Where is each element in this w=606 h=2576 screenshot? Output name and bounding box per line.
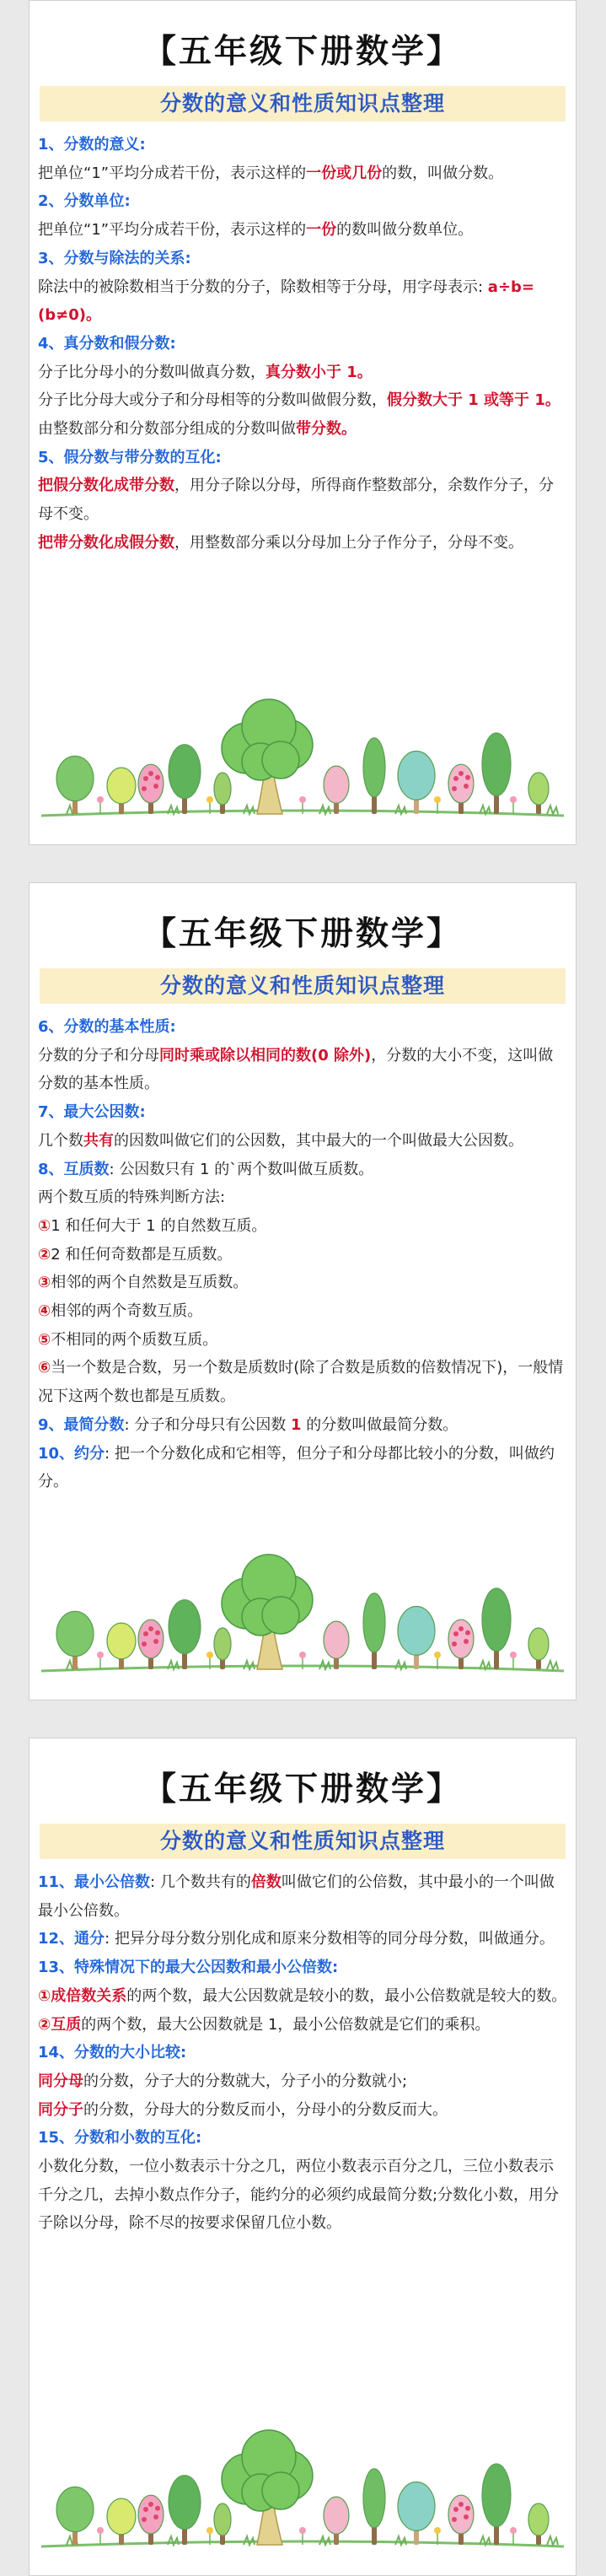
grass-icon: [395, 806, 406, 814]
content-line: [38, 1042, 567, 1098]
content-line: [38, 358, 567, 387]
content-line: [38, 1326, 567, 1355]
tree-canopy: [528, 2503, 549, 2536]
highlight-text: ①: [38, 1986, 51, 2005]
highlight-text: ③: [38, 1274, 51, 1292]
body-text: 分子比分母小的分数叫做真分数，: [38, 363, 265, 381]
tree-canopy: [56, 2487, 94, 2531]
content-line: [38, 2011, 567, 2040]
content-line: [38, 131, 567, 159]
body-text: : 把异分母分数分别化成和原来分数相等的同分母分数，叫做通分。: [105, 1930, 555, 1948]
grass-icon: [395, 1661, 406, 1669]
flower-icon: [142, 1641, 147, 1646]
tree-canopy: [214, 1628, 231, 1660]
section-heading: 1、分数的意义:: [38, 136, 146, 154]
content-line: [38, 216, 567, 245]
content-line: [38, 1354, 567, 1410]
tree-canopy: [324, 2497, 349, 2534]
grass-icon: [244, 1661, 255, 1669]
body-text: 1 和任何大于 1 的自然数互质。: [51, 1216, 267, 1235]
body-text: 的数，叫做分数。: [382, 164, 504, 182]
body-text: : 分子和分母只有公因数: [124, 1415, 292, 1434]
section-heading: 5、假分数与带分数的互化:: [38, 448, 222, 466]
flower-icon: [299, 1652, 306, 1658]
highlight-text: 同时乘或除以相同的数(0 除外): [159, 1046, 372, 1064]
tree-canopy: [169, 2476, 201, 2530]
body-text: 的两个数，最大公因数就是较小的数，最小公倍数就是较大的数。: [126, 1986, 567, 2005]
card-content: [38, 1868, 567, 2238]
flower-icon: [143, 2507, 148, 2512]
tree-canopy: [448, 764, 474, 803]
flower-icon: [206, 1652, 213, 1658]
tree-canopy: [398, 2482, 435, 2531]
tree-canopy: [363, 1593, 385, 1652]
tree-canopy: [363, 2469, 385, 2528]
content-line: [38, 1982, 567, 2011]
content-line: [38, 2153, 567, 2238]
section-heading: 14、分数的大小比较:: [38, 2044, 187, 2062]
flower-icon: [153, 2514, 158, 2519]
highlight-text: ①: [38, 1216, 51, 1235]
body-text: 的分数，分子大的分数就大，分子小的分数就小;: [83, 2072, 408, 2090]
section-heading: 13、特殊情况下的最大公因数和最小公倍数:: [38, 1959, 339, 1977]
flower-icon: [97, 2527, 104, 2534]
grass-icon: [395, 2536, 406, 2545]
content-line: [38, 2124, 567, 2153]
section-heading: 12、通分: [38, 1930, 105, 1948]
content-line: [38, 330, 567, 358]
highlight-text: ④: [38, 1302, 51, 1321]
highlight-text: ⑤: [38, 1330, 51, 1349]
flower-icon: [153, 784, 158, 789]
flower-icon: [464, 2514, 469, 2519]
body-text: 除法中的被除数相当于分数的分子，除数相等于分母，用字母表示:: [38, 278, 488, 296]
card-2: [29, 882, 577, 1700]
body-text: 叫做它们的公倍数，其中最小的一个叫做最小公倍数。: [38, 1873, 555, 1920]
highlight-text: 真分数小于 1。: [265, 363, 373, 381]
flower-icon: [97, 796, 104, 803]
card-1: [29, 0, 577, 845]
flower-icon: [97, 1652, 104, 1658]
content-line: [38, 1269, 567, 1297]
tree-canopy: [262, 1597, 299, 1634]
body-text: 小数化分数，一位小数表示十分之几，两位小数表示百分之几，三位小数表示千分之几，去掉小数点作分子，能约分的必须约成最简分数;分数化小数，用分子除以分母，除不尽的按要求保留几位小数。: [38, 2158, 560, 2233]
tree-canopy: [482, 1588, 511, 1651]
highlight-text: 一份: [306, 221, 337, 240]
tree-canopy: [363, 738, 385, 797]
tree-canopy: [398, 752, 435, 800]
section-heading: 3、分数与除法的关系:: [38, 249, 191, 267]
section-heading: 7、最大公因数:: [38, 1103, 146, 1122]
content-line: [38, 472, 567, 528]
content-line: [38, 1954, 567, 1982]
tree-canopy: [107, 768, 136, 804]
tree-canopy: [448, 1619, 474, 1658]
subtitle-banner: 分数的意义和性质知识点整理: [40, 1824, 566, 1859]
grass-icon: [244, 806, 255, 814]
content-line: [38, 1183, 567, 1212]
grass-icon: [319, 806, 330, 814]
flower-icon: [206, 796, 213, 803]
flower-icon: [459, 2502, 464, 2507]
highlight-text: 1: [291, 1415, 302, 1434]
tree-canopy: [214, 2503, 231, 2536]
flower-icon: [464, 784, 469, 789]
content-line: [38, 159, 567, 188]
flower-icon: [434, 796, 441, 803]
flower-icon: [465, 2506, 470, 2511]
tree-canopy: [398, 1607, 435, 1656]
content-line: [38, 529, 567, 558]
highlight-text: 共有: [83, 1131, 114, 1150]
tree-canopy: [138, 2495, 164, 2534]
content-line: [38, 1440, 567, 1496]
flower-icon: [452, 1641, 457, 1646]
flower-icon: [434, 1652, 441, 1658]
body-text: 的分数叫做最简分数。: [301, 1415, 459, 1434]
tree-canopy: [107, 2498, 136, 2535]
section-heading: 15、分数和小数的互化:: [38, 2129, 202, 2148]
flower-icon: [155, 1630, 160, 1636]
flower-icon: [453, 2507, 459, 2512]
tree-illustration: [41, 1534, 564, 1678]
flower-icon: [459, 771, 464, 776]
section-heading: 2、分数单位:: [38, 192, 131, 211]
body-text: ，用整数部分乘以分母加上分子作分子，分母不变。: [174, 533, 523, 552]
body-text: 2 和任何奇数都是互质数。: [51, 1245, 233, 1264]
flower-icon: [148, 771, 153, 776]
content-line: [38, 1868, 567, 1925]
tree-canopy: [528, 1628, 549, 1660]
flower-icon: [510, 2527, 517, 2534]
flower-icon: [453, 776, 459, 781]
tree-canopy: [107, 1623, 136, 1659]
card-3: [29, 1738, 577, 2576]
highlight-text: ②: [38, 2015, 51, 2034]
tree-illustration: [41, 679, 564, 822]
body-text: : 公因数只有 1 的`两个数叫做互质数。: [109, 1160, 374, 1178]
content-line: [38, 2067, 567, 2096]
content-line: [38, 1156, 567, 1184]
content-line: [38, 415, 567, 444]
tree-canopy: [324, 1621, 349, 1658]
flower-icon: [206, 2527, 213, 2534]
grass-icon: [244, 2536, 255, 2545]
tree-canopy: [56, 1611, 94, 1656]
body-text: 的数叫做分数单位。: [336, 221, 474, 240]
subtitle-banner: 分数的意义和性质知识点整理: [40, 968, 566, 1004]
content-line: [38, 2039, 567, 2067]
content-line: [38, 1127, 567, 1156]
flower-icon: [155, 775, 160, 780]
highlight-text: a÷b=(b≠0)。: [38, 278, 534, 325]
grass-icon: [547, 1661, 558, 1669]
flower-icon: [510, 796, 517, 803]
tree-canopy: [262, 741, 299, 779]
flower-icon: [453, 1631, 459, 1636]
body-text: 当一个数是合数，另一个数是质数时(除了合数是质数的倍数情况下)，一般情况下这两个数也都是互质数。: [38, 1359, 564, 1406]
flower-icon: [143, 776, 148, 781]
flower-icon: [434, 2527, 441, 2534]
body-text: 相邻的两个奇数互质。: [51, 1302, 203, 1321]
section-heading: 6、分数的基本性质:: [38, 1018, 176, 1036]
body-text: 分数的分子和分母: [38, 1046, 159, 1064]
section-heading: 10、约分: [38, 1444, 105, 1463]
body-text: 分子比分母大或分子和分母相等的分数叫做假分数，: [38, 391, 387, 410]
body-text: : 几个数共有的: [150, 1873, 251, 1891]
subtitle-banner: 分数的意义和性质知识点整理: [40, 86, 566, 121]
flower-icon: [148, 2502, 153, 2507]
highlight-text: 带分数。: [296, 420, 357, 439]
tree-canopy: [214, 773, 231, 805]
highlight-text: 成倍数关系: [51, 1986, 127, 2005]
body-text: 不相同的两个质数互质。: [51, 1330, 218, 1349]
flower-icon: [299, 796, 306, 803]
highlight-text: 假分数大于 1 或等于 1。: [387, 391, 560, 410]
section-heading: 8、互质数: [38, 1160, 110, 1178]
grass-icon: [319, 1661, 330, 1669]
body-text: 相邻的两个自然数是互质数。: [51, 1274, 249, 1292]
flower-icon: [299, 2527, 306, 2534]
tree-canopy: [138, 764, 164, 803]
content-line: [38, 2096, 567, 2125]
page-title: 【五年级下册数学】: [142, 32, 462, 71]
grass-icon: [319, 2536, 330, 2545]
body-text: 几个数: [38, 1131, 83, 1150]
card-content: [38, 131, 567, 558]
tree-canopy: [324, 766, 349, 803]
flower-icon: [464, 1639, 469, 1644]
flower-icon: [465, 1630, 470, 1636]
highlight-text: 同分子: [38, 2100, 83, 2119]
body-text: : 把一个分数化成和它相等，但分子和分母都比较小的分数，叫做约分。: [38, 1444, 555, 1491]
flower-icon: [465, 775, 470, 780]
tree-canopy: [169, 1600, 201, 1654]
highlight-text: 一份或几份: [306, 164, 383, 182]
highlight-text: 把带分数化成假分数: [38, 533, 174, 552]
page-title: 【五年级下册数学】: [142, 914, 462, 953]
content-line: [38, 444, 567, 472]
highlight-text: ⑥: [38, 1359, 51, 1377]
flower-icon: [510, 1652, 517, 1658]
highlight-text: ②: [38, 1245, 51, 1264]
content-line: [38, 1013, 567, 1042]
body-text: ，分数的大小不变，这叫做分数的基本性质。: [38, 1046, 554, 1093]
body-text: 把单位“1”平均分成若干份，表示这样的: [38, 164, 307, 182]
tree-canopy: [56, 756, 94, 800]
page-title: 【五年级下册数学】: [142, 1770, 462, 1808]
content-line: [38, 273, 567, 330]
flower-icon: [153, 1639, 158, 1644]
flower-icon: [142, 2517, 147, 2522]
card-content: [38, 1013, 567, 1496]
grass-icon: [547, 2536, 558, 2545]
flower-icon: [148, 1626, 153, 1631]
tree-canopy: [528, 773, 549, 805]
content-line: [38, 1212, 567, 1241]
tree-canopy: [169, 745, 201, 799]
highlight-text: 把假分数化成带分数: [38, 477, 174, 495]
tree-canopy: [482, 2464, 511, 2526]
content-line: [38, 1098, 567, 1127]
body-text: 两个数互质的特殊判断方法:: [38, 1188, 226, 1207]
body-text: 由整数部分和分数部分组成的分数叫做: [38, 420, 296, 439]
body-text: ，用分子除以分母，所得商作整数部分，余数作分子，分母不变。: [38, 477, 554, 524]
tree-canopy: [482, 733, 511, 795]
tree-canopy: [138, 1619, 164, 1658]
section-heading: 9、最简分数: [38, 1415, 125, 1434]
tree-illustration: [41, 2410, 564, 2553]
body-text: 的分数，分母大的分数反而小，分母小的分数反而大。: [83, 2100, 448, 2119]
highlight-text: 同分母: [38, 2072, 83, 2090]
content-line: [38, 1241, 567, 1269]
flower-icon: [452, 786, 457, 791]
tree-canopy: [262, 2472, 299, 2509]
flower-icon: [142, 786, 147, 791]
section-heading: 4、真分数和假分数:: [38, 334, 176, 353]
grass-icon: [547, 806, 558, 814]
flower-icon: [459, 1626, 464, 1631]
tree-canopy: [448, 2495, 474, 2534]
body-text: 把单位“1”平均分成若干份，表示这样的: [38, 221, 307, 240]
content-line: [38, 386, 567, 415]
highlight-text: 互质: [51, 2015, 82, 2034]
content-line: [38, 1297, 567, 1326]
highlight-text: 倍数: [250, 1873, 282, 1891]
body-text: 的两个数，最大公因数就是 1，最小公倍数就是它们的乘积。: [81, 2015, 491, 2034]
body-text: 的因数叫做它们的公因数，其中最大的一个叫做最大公因数。: [114, 1131, 523, 1150]
flower-icon: [155, 2506, 160, 2511]
content-line: [38, 187, 567, 216]
section-heading: 11、最小公倍数: [38, 1873, 151, 1891]
flower-icon: [143, 1631, 148, 1636]
flower-icon: [452, 2517, 457, 2522]
content-line: [38, 1925, 567, 1954]
content-line: [38, 245, 567, 273]
content-line: [38, 1411, 567, 1440]
